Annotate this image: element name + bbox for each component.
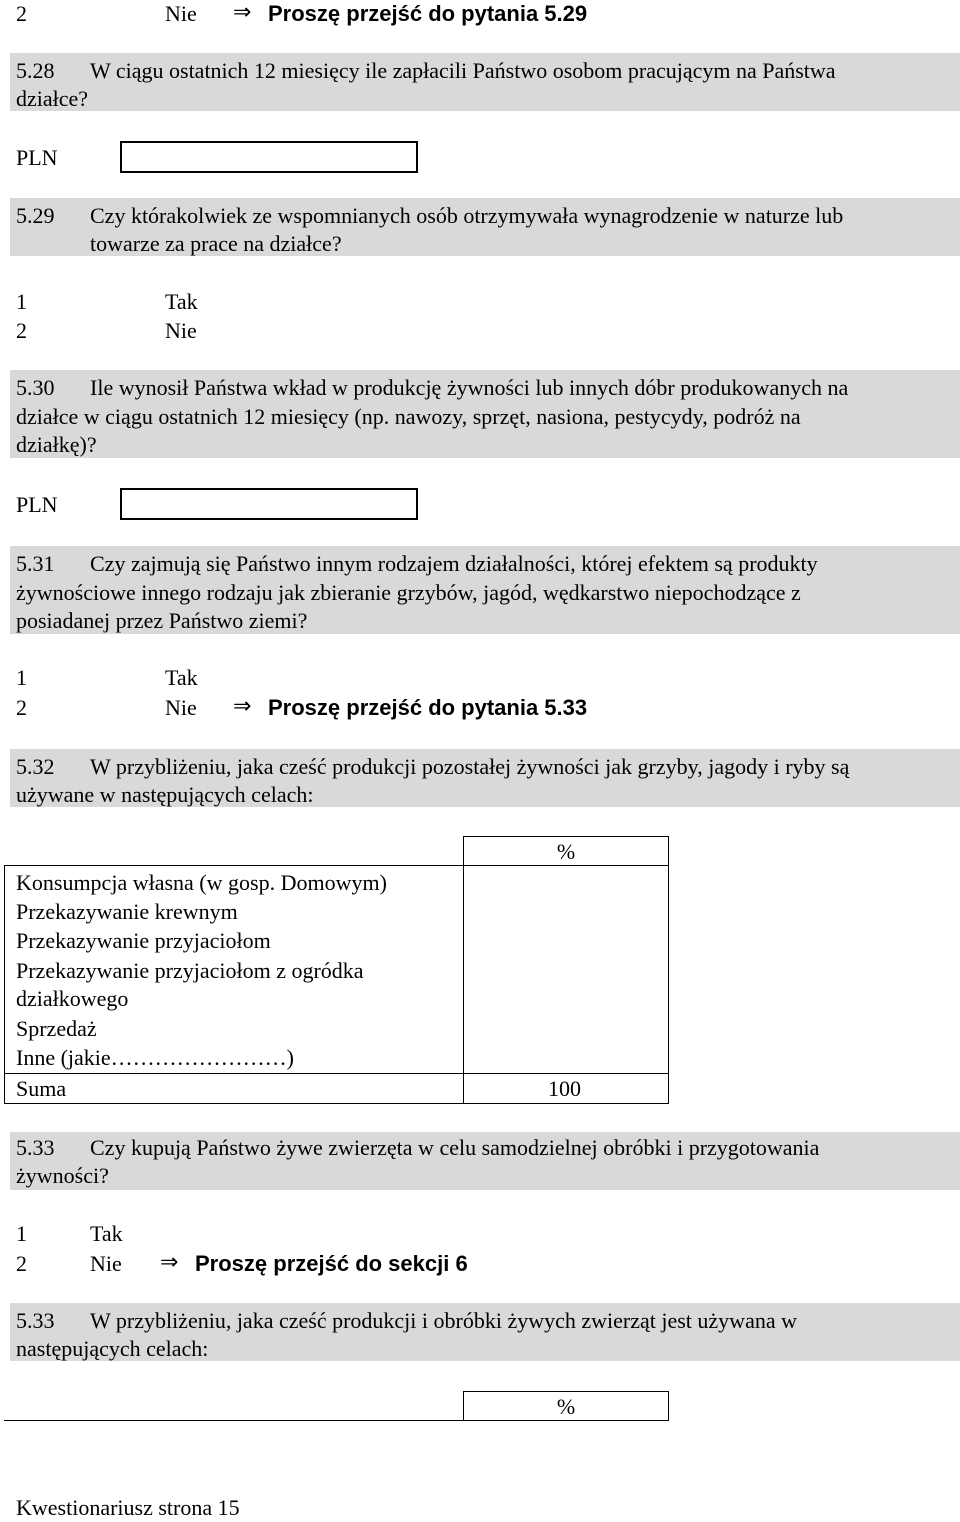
question-5-29-line1: 5.29 Czy którakolwiek ze wspomnianych osób otrzymywała wynagrodzenie w naturze lub bbox=[16, 203, 844, 228]
skip-instruction: Proszę przejść do pytania 5.29 bbox=[268, 1, 588, 26]
table-rule bbox=[4, 865, 5, 1104]
table-rule bbox=[4, 1420, 669, 1421]
question-5-33b-line1: 5.33 W przybliżeniu, jaka cześć produkcji i obróbki żywych zwierząt jest używana w bbox=[16, 1308, 797, 1333]
option-label: Tak bbox=[165, 665, 198, 690]
amount-input[interactable] bbox=[120, 141, 418, 173]
option-label: Tak bbox=[90, 1221, 123, 1246]
table-row-label: Inne (jakie……………………) bbox=[16, 1045, 294, 1070]
table-row-label: Konsumpcja własna (w gosp. Domowym) bbox=[16, 870, 387, 895]
percent-header: % bbox=[463, 1391, 669, 1421]
amount-input[interactable] bbox=[120, 488, 418, 520]
question-5-31-line1: 5.31 Czy zajmują się Państwo innym rodzajem działalności, której efektem są produkty bbox=[16, 551, 818, 576]
option-code: 1 bbox=[16, 665, 27, 690]
skip-instruction: Proszę przejść do pytania 5.33 bbox=[268, 695, 588, 720]
table-rule bbox=[4, 1103, 669, 1104]
option-code: 1 bbox=[16, 1221, 27, 1246]
table-row-label: Sprzedaż bbox=[16, 1016, 97, 1041]
sum-value: 100 bbox=[548, 1076, 581, 1101]
option-label: Tak bbox=[165, 289, 198, 314]
option-label: Nie bbox=[165, 318, 197, 343]
page-footer: Kwestionariusz strona 15 bbox=[16, 1495, 240, 1520]
question-5-32-line1: 5.32 W przybliżeniu, jaka cześć produkcji pozostałej żywności jak grzyby, jagody i ryby są bbox=[16, 754, 850, 779]
option-code: 2 bbox=[16, 695, 27, 720]
question-5-33b-line2: następujących celach: bbox=[16, 1336, 209, 1361]
table-row-label: działkowego bbox=[16, 986, 129, 1011]
question-5-30-line3: działkę)? bbox=[16, 432, 97, 457]
sum-label: Suma bbox=[16, 1076, 67, 1101]
table-row-label: Przekazywanie krewnym bbox=[16, 899, 238, 924]
question-5-33-line2: żywności? bbox=[16, 1163, 109, 1188]
arrow-icon: ⇒ bbox=[233, 0, 252, 25]
arrow-icon: ⇒ bbox=[233, 694, 252, 719]
question-5-29-line2: towarze za prace na działce? bbox=[90, 231, 342, 256]
percent-input-column[interactable] bbox=[463, 865, 669, 1104]
table-row-label: Przekazywanie przyjaciołom bbox=[16, 928, 271, 953]
question-5-28-line1: 5.28 W ciągu ostatnich 12 miesięcy ile zapłacili Państwo osobom pracującym na Państwa bbox=[16, 58, 836, 83]
arrow-icon: ⇒ bbox=[160, 1250, 179, 1275]
question-5-31-line3: posiadanej przez Państwo ziemi? bbox=[16, 608, 308, 633]
option-code: 1 bbox=[16, 289, 27, 314]
table-row-label: Przekazywanie przyjaciołom z ogródka bbox=[16, 958, 364, 983]
option-label: Nie bbox=[165, 695, 197, 720]
skip-instruction: Proszę przejść do sekcji 6 bbox=[195, 1251, 468, 1276]
option-code: 2 bbox=[16, 1251, 27, 1276]
question-5-33-line1: 5.33 Czy kupują Państwo żywe zwierzęta w celu samodzielnej obróbki i przygotowania bbox=[16, 1135, 820, 1160]
table-rule bbox=[4, 1073, 669, 1074]
option-label: Nie bbox=[165, 1, 197, 26]
unit-label: PLN bbox=[16, 492, 58, 517]
option-code: 2 bbox=[16, 318, 27, 343]
question-5-30-line2: działce w ciągu ostatnich 12 miesięcy (np. nawozy, sprzęt, nasiona, pestycydy, podróż na bbox=[16, 404, 801, 429]
option-code: 2 bbox=[16, 1, 27, 26]
question-5-31-line2: żywnościowe innego rodzaju jak zbieranie grzybów, jagód, wędkarstwo niepochodzące z bbox=[16, 580, 801, 605]
question-5-32-line2: używane w następujących celach: bbox=[16, 782, 314, 807]
question-5-28-line2: działce? bbox=[16, 86, 89, 111]
percent-header: % bbox=[463, 836, 669, 866]
question-5-30-line1: 5.30 Ile wynosił Państwa wkład w produkcję żywności lub innych dóbr produkowanych na bbox=[16, 375, 849, 400]
option-label: Nie bbox=[90, 1251, 122, 1276]
unit-label: PLN bbox=[16, 145, 58, 170]
